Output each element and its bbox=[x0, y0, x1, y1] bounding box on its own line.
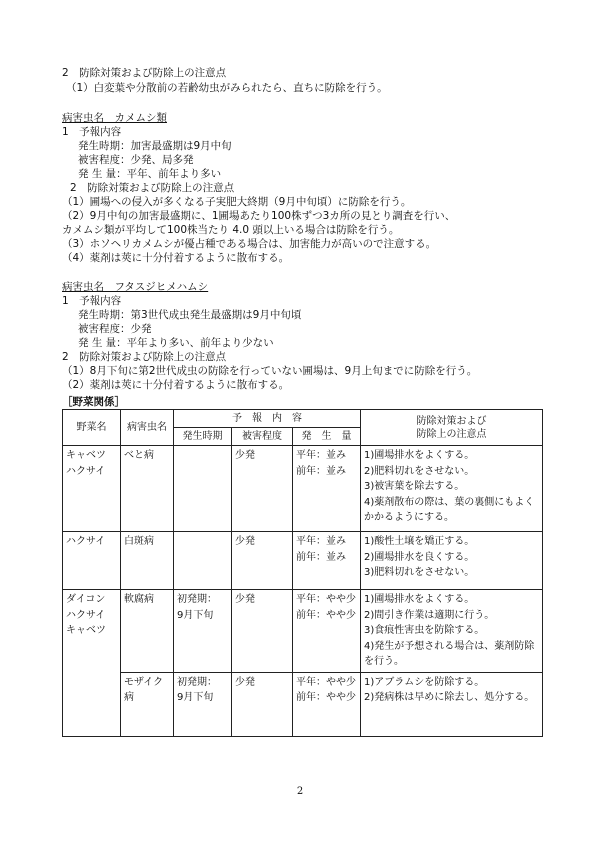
pest-title: 病害虫名 フタスジヒメハムシ bbox=[62, 281, 209, 293]
amount-cell: 平年：やや少 前年：やや少 bbox=[293, 672, 361, 736]
amount-cell: 平年：並み 前年：並み bbox=[293, 446, 361, 532]
vegetable-table bbox=[62, 409, 543, 737]
pest-cell: 軟腐病 bbox=[121, 590, 174, 673]
damage-cell: 少発 bbox=[232, 532, 293, 590]
forecast-damage: 被害程度：少発 bbox=[78, 323, 152, 335]
section-heading: 2 防除対策および防除上の注意点 bbox=[70, 182, 235, 194]
vegetable-cell: ハクサイ bbox=[63, 532, 121, 590]
section-item: （1）圃場への侵入が多くなる子実肥大終期（9月中旬頃）に防除を行う。 bbox=[62, 196, 412, 208]
section-item: カメムシ類が平均して100株当たり 4.0 頭以上いる場合は防除を行う。 bbox=[62, 224, 400, 236]
section-heading: 1 予報内容 bbox=[62, 126, 122, 138]
section-item: （2）薬剤は莢に十分付着するように散布する。 bbox=[62, 379, 290, 391]
damage-cell: 少発 bbox=[232, 672, 293, 736]
section-item: （1）白変葉や分散前の若齢幼虫がみられたら、直ちに防除を行う。 bbox=[66, 82, 388, 94]
page-number: 2 bbox=[296, 786, 304, 797]
forecast-amount: 発 生 量：平年より多い、前年より少ない bbox=[78, 337, 274, 349]
section-item: （2）9月中旬の加害最盛期に、1圃場あたり100株ずつ3カ所の見とり調査を行い、 bbox=[62, 210, 456, 222]
header-vegetable: 野菜名 bbox=[63, 410, 121, 446]
header-measures: 防除対策および 防除上の注意点 bbox=[361, 410, 543, 446]
timing-cell bbox=[174, 446, 232, 532]
pest-cell: モザイク 病 bbox=[121, 672, 174, 736]
table-row bbox=[63, 672, 543, 736]
header-pest: 病害虫名 bbox=[121, 410, 174, 446]
table-row bbox=[63, 590, 543, 673]
timing-cell bbox=[174, 532, 232, 590]
forecast-timing: 発生時期：加害最盛期は9月中旬 bbox=[78, 140, 232, 152]
section-item: （1）8月下旬に第2世代成虫の防除を行っていない圃場は、9月上旬までに防除を行う。 bbox=[62, 365, 478, 377]
header-timing: 発生時期 bbox=[174, 428, 232, 446]
section-item: （3）ホソヘリカメムシが優占種である場合は、加害能力が高いので注意する。 bbox=[62, 238, 437, 250]
pest-cell: 白斑病 bbox=[121, 532, 174, 590]
header-damage: 被害程度 bbox=[232, 428, 293, 446]
damage-cell: 少発 bbox=[232, 446, 293, 532]
table-header-row bbox=[63, 410, 543, 428]
table-row bbox=[63, 532, 543, 590]
measures-cell: 1)アブラムシを防除する。 2)発病株は早めに除去し、処分する。 bbox=[361, 672, 543, 736]
section-heading: 2 防除対策および防除上の注意点 bbox=[62, 351, 227, 363]
forecast-damage: 被害程度：少発、局多発 bbox=[78, 154, 194, 166]
vegetable-cell: ダイコン ハクサイ キャベツ bbox=[63, 590, 121, 737]
amount-cell: 平年：並み 前年：並み bbox=[293, 532, 361, 590]
damage-cell: 少発 bbox=[232, 590, 293, 673]
section-heading: 2 防除対策および防除上の注意点 bbox=[62, 67, 227, 79]
measures-cell: 1)圃場排水をよくする。 2)間引き作業は適期に行う。 3)食痕性害虫を防除する。 4)発生が予想される場合は、薬剤防除を行う。 bbox=[361, 590, 543, 673]
header-amount: 発 生 量 bbox=[293, 428, 361, 446]
table-row bbox=[63, 446, 543, 532]
pest-cell: べと病 bbox=[121, 446, 174, 532]
forecast-amount: 発 生 量：平年、前年より多い bbox=[78, 168, 222, 180]
section-heading: 1 予報内容 bbox=[62, 295, 122, 307]
vegetable-cell: キャベツ ハクサイ bbox=[63, 446, 121, 532]
timing-cell: 初発期： 9月下旬 bbox=[174, 590, 232, 673]
forecast-timing: 発生時期：第3世代成虫発生最盛期は9月中旬頃 bbox=[78, 309, 302, 321]
vegetable-section-title: ［野菜関係］ bbox=[62, 396, 125, 408]
measures-cell: 1)酸性土壌を矯正する。 2)圃場排水を良くする。 3)肥料切れをさせない。 bbox=[361, 532, 543, 590]
header-forecast: 予 報 内 容 bbox=[174, 410, 361, 428]
measures-cell: 1)圃場排水をよくする。 2)肥料切れをさせない。 3)被害葉を除去する。 4)薬剤散布の際は、葉の裏側にもよくかかるようにする。 bbox=[361, 446, 543, 532]
section-item: （4）薬剤は莢に十分付着するように散布する。 bbox=[62, 252, 290, 264]
pest-title: 病害虫名 カメムシ類 bbox=[62, 112, 167, 124]
amount-cell: 平年：やや少 前年：やや少 bbox=[293, 590, 361, 673]
timing-cell: 初発期： 9月下旬 bbox=[174, 672, 232, 736]
